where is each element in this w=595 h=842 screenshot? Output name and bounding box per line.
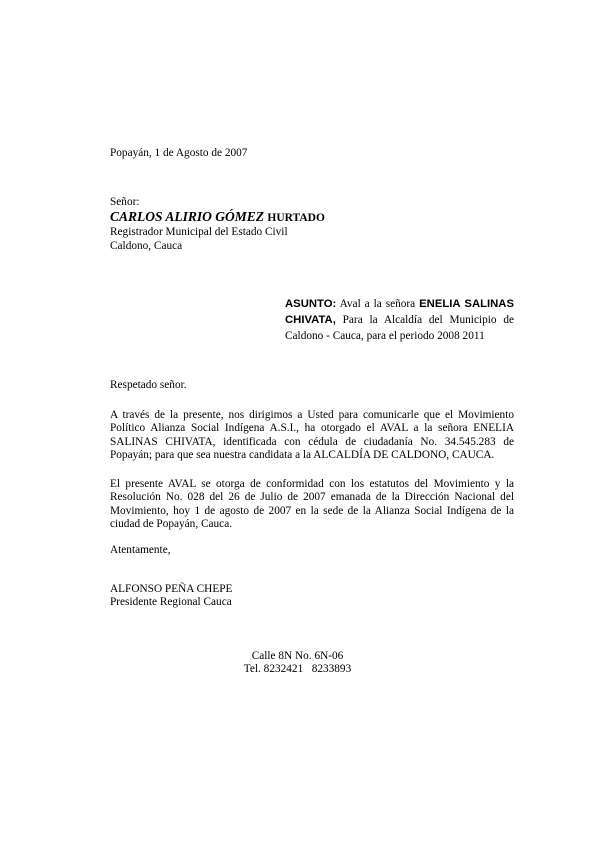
recipient-name-main: CARLOS ALIRIO GÓMEZ	[110, 209, 265, 225]
subject-text-1: Aval a la señora	[336, 298, 420, 310]
recipient-location: Caldono, Cauca	[110, 239, 183, 252]
subject-block	[285, 296, 514, 345]
recipient-title: Registrador Municipal del Estado Civil	[110, 226, 288, 239]
date-line: Popayán, 1 de Agosto de 2007	[110, 147, 248, 159]
greeting: Respetado señor.	[110, 379, 187, 391]
footer-phone: Tel. 8232421 8233893	[243, 663, 352, 676]
subject-candidate: ENELIA SALINAS CHIVATA,	[285, 298, 514, 327]
footer-address: Calle 8N No. 6N-06	[251, 650, 344, 662]
paragraph-1: A través de la presente, nos dirigimos a Usted para comunicarle que el Movimiento Político Alianza Social Indígena A.S.I., ha otorgado el AVAL a la señora ENELIA SALINAS CHIVATA, identificada con cédula de ciudadanía No. 34.545.283 de Popayán; para que sea nuestra candidata a la ALCALDÍA DE CALDONO, CAUCA.	[110, 409, 514, 462]
subject-text-2: Para la Alcaldía del Municipio de Caldono - Cauca, para el periodo 2008 2011	[285, 314, 514, 343]
recipient-name-tail: HURTADO	[267, 212, 325, 225]
recipient-name	[110, 209, 514, 226]
signer-role: Presidente Regional Cauca	[110, 596, 232, 609]
closing: Atentamente,	[110, 544, 171, 556]
signature-block	[110, 583, 514, 610]
footer	[0, 650, 595, 677]
paragraph-2: El presente AVAL se otorga de conformidad con los estatutos del Movimiento y la Resolución No. 028 del 26 de Julio de 2007 emanada de la Dirección Nacional del Movimiento, hoy 1 de agosto de 2007 en la sede de la Alianza Social Indígena de la ciudad de Popayán, Cauca.	[110, 478, 514, 531]
recipient-block	[110, 196, 514, 253]
signer-name: ALFONSO PEÑA CHEPE	[110, 583, 233, 595]
subject-label: ASUNTO:	[285, 298, 337, 310]
salutation: Señor:	[110, 196, 140, 208]
